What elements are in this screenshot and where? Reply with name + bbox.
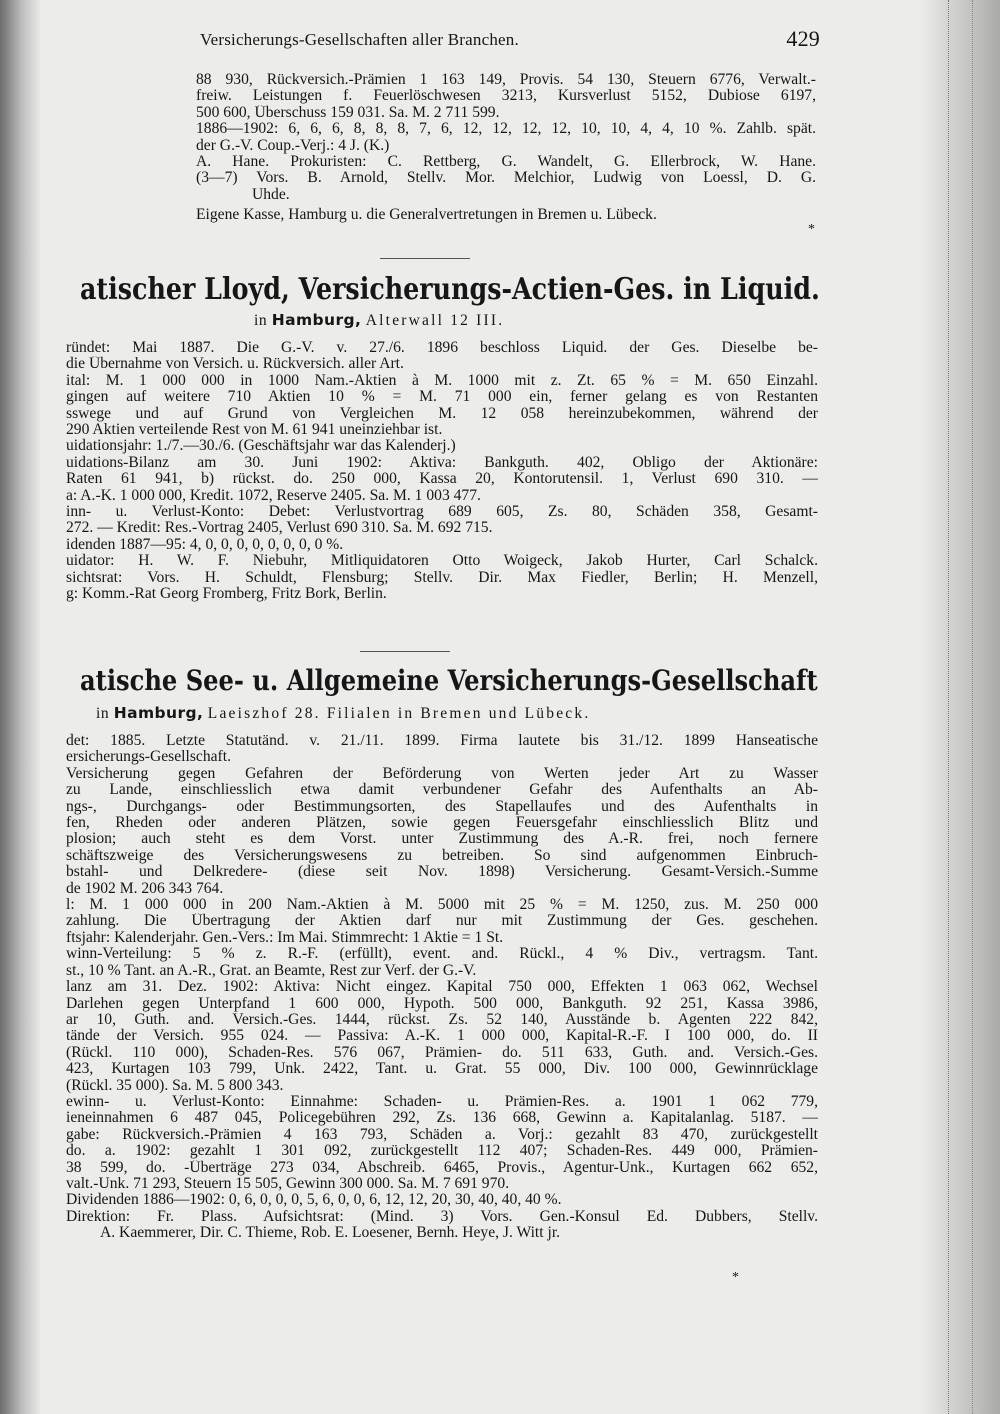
text-line: A. Hane. Prokuristen: C. Rettberg, G. Wandelt, G. Ellerbrock, W. Hane. — [196, 154, 816, 171]
text-line: ar 10, Guth. and. Versich.-Ges. 1444, rückst. Zs. 52 140, Ausstände b. Agenten 222 842, — [66, 1011, 818, 1028]
section-location — [254, 311, 504, 330]
location-address: Alterwall 12 III. — [365, 312, 505, 329]
text-line: inn- u. Verlust-Konto: Debet: Verlustvortrag 689 605, Zs. 80, Schäden 358, Gesamt- — [66, 504, 818, 521]
text-line: schäftszweige des Versicherungswesens zu betreiben. So sind aufgenommen Einbruch- — [66, 847, 818, 864]
text-line: (Rückl. 35 000). Sa. M. 5 800 343. — [66, 1077, 284, 1094]
location-prefix: in — [254, 312, 268, 329]
text-line: idenden 1887—95: 4, 0, 0, 0, 0, 0, 0, 0, 0 %. — [66, 536, 344, 553]
text-line: gingen auf weitere 710 Aktien 10 % = M. 71 000 ein, ferner gelang es von Restanten — [66, 389, 818, 406]
section-divider — [360, 651, 450, 652]
text-line: 423, Kurtagen 103 799, Unk. 2422, Tant. u. Grat. 55 000, Div. 100 000, Gewinnrücklage — [66, 1061, 818, 1078]
end-mark: * — [808, 222, 815, 237]
text-line: Eigene Kasse, Hamburg u. die Generalvertretungen in Bremen u. Lübeck. — [196, 207, 657, 224]
text-line: zahlung. Die Übertragung der Aktien darf nur mit Zustimmung der Ges. geschehen. — [66, 913, 818, 930]
text-line: ieneinnahmen 6 487 045, Policegebühren 292, Zs. 136 668, Gewinn a. Kapitalanlag. 5187. — — [66, 1110, 818, 1127]
location-address: Laeiszhof 28. Filialen in Bremen und Lübeck. — [207, 705, 591, 722]
text-line: fen, Rheden oder anderen Plätzen, sowie gegen Feuersgefahr einschliesslich Blitz und — [66, 815, 818, 832]
text-line: ngs-, Durchgangs- oder Bestimmungsorten, des Stapellaufes und des Aufenthalts in — [66, 798, 818, 815]
text-line: der G.-V. Coup.-Verj.: 4 J. (K.) — [196, 137, 390, 154]
text-line: Dividenden 1886—1902: 0, 6, 0, 0, 0, 5, 6, 0, 0, 6, 12, 12, 20, 30, 40, 40, 40 %. — [66, 1192, 562, 1209]
running-title: Versicherungs-Gesellschaften aller Branchen. — [200, 30, 519, 49]
text-line: valt.-Unk. 71 293, Steuern 15 505, Gewinn 300 000. Sa. M. 7 691 970. — [66, 1175, 510, 1192]
text-line: Direktion: Fr. Plass. Aufsichtsrat: (Mind. 3) Vors. Gen.-Konsul Ed. Dubbers, Stellv. — [66, 1208, 818, 1225]
text-line: 272. — Kredit: Res.-Vortrag 2405, Verlust 690 310. Sa. M. 692 715. — [66, 520, 493, 537]
text-line: Versicherung gegen Gefahren der Beförderung von Werten jeder Art zu Wasser — [66, 765, 818, 782]
text-line: zu Lande, einschliesslich etwa damit verbundener Gefahr des Aufenthalts an Ab- — [66, 782, 818, 799]
text-line: tände der Versich. 955 024. — Passiva: A.-K. 1 000 000, Kapital-R.-F. I 100 000, do. II — [66, 1028, 818, 1045]
section2-text — [66, 733, 818, 1242]
section-heading: atischer Lloyd, Versicherungs-Actien-Ges. in Liquid. — [80, 272, 820, 307]
text-line: det: 1885. Letzte Statutänd. v. 21./11. 1899. Firma lautete bis 31./12. 1899 Hanseatische — [66, 733, 818, 749]
section-heading: atische See- u. Allgemeine Versicherungs-Gesellschaft — [80, 664, 818, 697]
text-line: g: Komm.-Rat Georg Fromberg, Fritz Bork, Berlin. — [66, 586, 387, 603]
text-line: 38 599, do. -Überträge 273 034, Abschreib. 6465, Provis., Agentur-Unk., Kurtagen 662 652, — [66, 1159, 818, 1176]
text-line: uidations-Bilanz am 30. Juni 1902: Aktiva: Bankguth. 402, Obligo der Aktionäre: — [66, 454, 818, 471]
text-line: 88 930, Rückversich.-Prämien 1 163 149, Provis. 54 130, Steuern 6776, Verwalt.- — [196, 72, 816, 88]
text-line: plosion; auch steht es dem Vorst. unter Zustimmung des A.-R. frei, noch fernere — [66, 831, 818, 848]
text-line: gabe: Rückversich.-Prämien 4 163 793, Schäden a. Vorj.: gezahlt 83 470, zurückgestellt — [66, 1126, 818, 1143]
top-section-text — [196, 72, 816, 224]
text-line: ründet: Mai 1887. Die G.-V. v. 27./6. 1896 beschloss Liquid. der Ges. Dieselbe be- — [66, 340, 818, 356]
text-line: ital: M. 1 000 000 in 1000 Nam.-Aktien à M. 1000 mit z. Zt. 65 % = M. 650 Einzahl. — [66, 372, 818, 389]
text-line: uidator: H. W. F. Niebuhr, Mitliquidatoren Otto Woigeck, Jakob Hurter, Carl Schalck. — [66, 553, 818, 570]
text-line: lanz am 31. Dez. 1902: Aktiva: Nicht eingez. Kapital 750 000, Effekten 1 063 062, Wechsel — [66, 979, 818, 996]
text-line: winn-Verteilung: 5 % z. R.-F. (erfüllt), event. and. Rückl., 4 % Div., vertragsm. Tant. — [66, 946, 818, 963]
location-city: Hamburg, — [271, 311, 362, 329]
text-line: ersicherungs-Gesellschaft. — [66, 749, 231, 766]
text-line: do. a. 1902: gezahlt 1 301 092, zurückgestellt 112 407; Schaden-Res. 449 000, Prämien- — [66, 1143, 818, 1160]
text-line: bstahl- und Delkredere- (diese seit Nov. 1898) Versicherung. Gesamt-Versich.-Summe — [66, 864, 818, 881]
text-line: ewinn- u. Verlust-Konto: Einnahme: Schaden- u. Prämien-Res. a. 1901 1 062 779, — [66, 1093, 818, 1110]
text-line: freiw. Leistungen f. Feuerlöschwesen 3213, Kursverlust 5152, Dubiose 6197, — [196, 88, 816, 105]
section1-text — [66, 340, 818, 603]
text-line: 500 600, Überschuss 159 031. Sa. M. 2 711 599. — [196, 104, 500, 121]
location-prefix: in — [96, 705, 110, 722]
book-gutter-shadow — [0, 0, 40, 1414]
text-line: Darlehen gegen Unterpfand 1 600 000, Hypoth. 500 000, Bankguth. 92 251, Kassa 3986, — [66, 995, 818, 1012]
text-line: l: M. 1 000 000 in 200 Nam.-Aktien à M. 5000 mit 25 % = M. 1250, zus. M. 250 000 — [66, 897, 818, 914]
text-line: de 1902 M. 206 343 764. — [66, 880, 224, 897]
text-line: sswege und auf Grund von Vergleichen M. 12 058 hereinzubekommen, während der — [66, 405, 818, 422]
text-line: (3—7) Vors. B. Arnold, Stellv. Mor. Melchior, Ludwig von Loessl, D. G. — [196, 170, 816, 187]
text-line: Raten 61 941, b) rückst. do. 250 000, Kassa 20, Kontorutensil. 1, Verlust 690 310. — — [66, 471, 818, 488]
page-number: 429 — [786, 26, 820, 51]
page-edge-stack — [920, 0, 1000, 1414]
text-line: sichtsrat: Vors. H. Schuldt, Flensburg; Stellv. Dir. Max Fiedler, Berlin; H. Menzell, — [66, 569, 818, 586]
text-line: 1886—1902: 6, 6, 6, 8, 8, 8, 7, 6, 12, 12, 12, 12, 10, 10, 4, 4, 10 %. Zahlb. spät. — [196, 121, 816, 138]
text-line: ftsjahr: Kalenderjahr. Gen.-Vers.: Im Mai. Stimmrecht: 1 Aktie = 1 St. — [66, 929, 504, 946]
location-city: Hamburg, — [113, 704, 204, 722]
text-line: 290 Aktien verteilende Rest von M. 61 941 uneinziehbar ist. — [66, 422, 443, 439]
text-line: st., 10 % Tant. an A.-R., Grat. an Beamte, Rest zur Verf. der G.-V. — [66, 962, 477, 979]
text-line: (Rückl. 110 000), Schaden-Res. 576 067, Prämien- do. 511 633, Guth. and. Versich.-Ges. — [66, 1044, 818, 1061]
text-line: uidationsjahr: 1./7.—30./6. (Geschäftsjahr war das Kalenderj.) — [66, 438, 456, 455]
text-line: die Übernahme von Versich. u. Rückversich. aller Art. — [66, 356, 404, 373]
section-divider — [380, 258, 470, 259]
text-line: A. Kaemmerer, Dir. C. Thieme, Rob. E. Loesener, Bernh. Heye, J. Witt jr. — [100, 1225, 561, 1242]
section-location — [96, 704, 590, 723]
text-line: Uhde. — [252, 186, 290, 203]
text-line: a: A.-K. 1 000 000, Kredit. 1072, Reserve 2405. Sa. M. 1 003 477. — [66, 487, 481, 504]
end-mark: * — [732, 1270, 739, 1285]
